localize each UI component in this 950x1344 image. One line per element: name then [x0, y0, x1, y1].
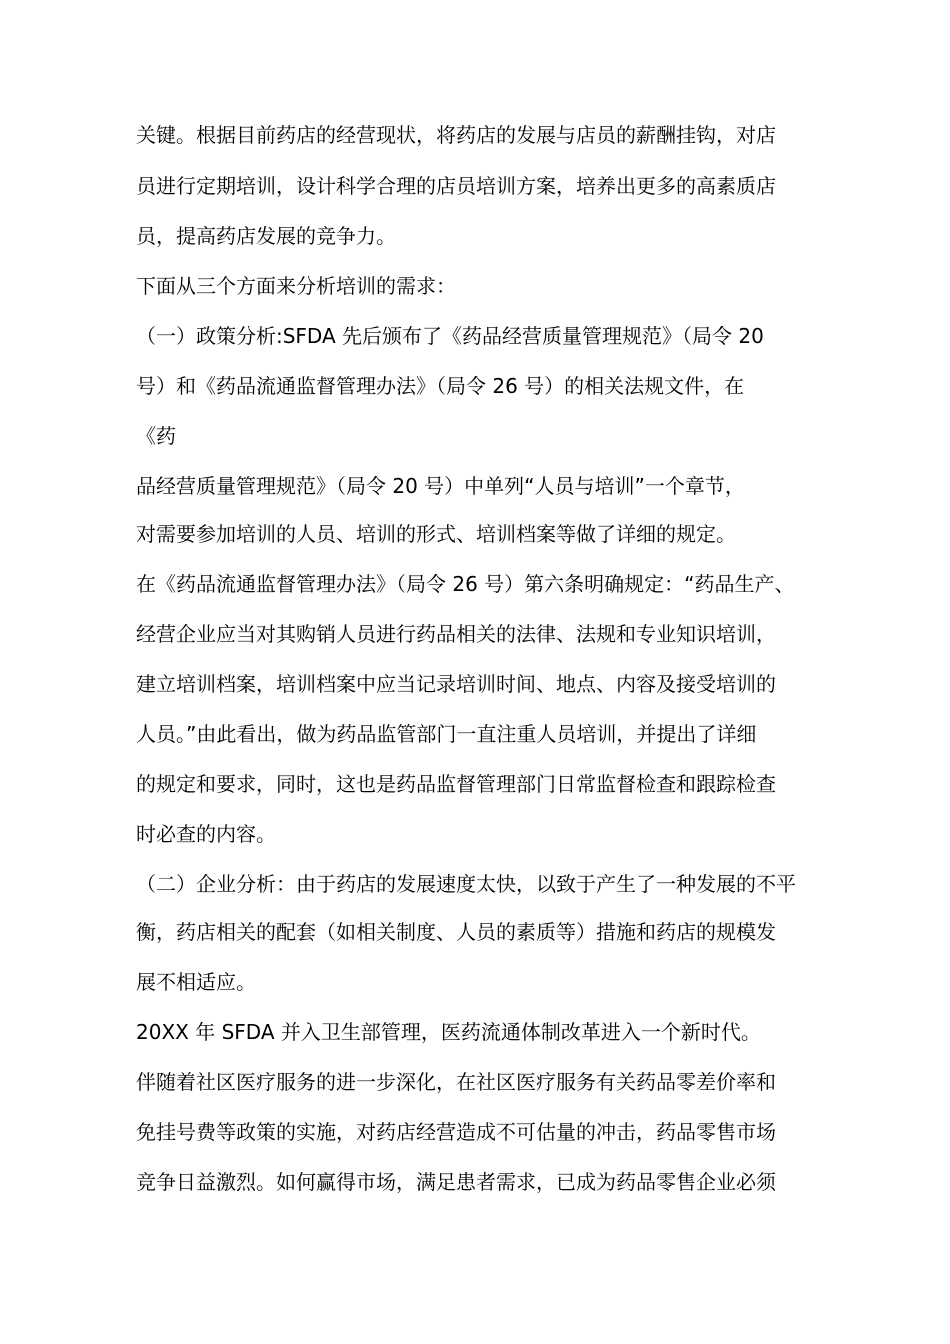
text-line: 建立培训档案，培训档案中应当记录培训时间、地点、内容及接受培训的 — [136, 672, 776, 696]
text-line: 对需要参加培训的人员、培训的形式、培训档案等做了详细的规定。 — [136, 522, 736, 546]
text-line: （二）企业分析：由于药店的发展速度太快，以致于产生了一种发展的不平 — [136, 872, 796, 896]
text-line: （一）政策分析:SFDA 先后颁布了《药品经营质量管理规范》（局令 20 — [136, 324, 764, 348]
text-line: 《药 — [136, 424, 176, 448]
text-line: 员，提高药店发展的竞争力。 — [136, 224, 396, 248]
text-line: 展不相适应。 — [136, 970, 256, 994]
text-line: 在《药品流通监督管理办法》（局令 26 号）第六条明确规定：“药品生产、 — [136, 572, 795, 596]
text-line: 关键。根据目前药店的经营现状，将药店的发展与店员的薪酬挂钩，对店 — [136, 123, 776, 147]
text-line: 经营企业应当对其购销人员进行药品相关的法律、法规和专业知识培训， — [136, 622, 776, 646]
text-line: 的规定和要求，同时，这也是药品监督管理部门日常监督检查和跟踪检查 — [136, 772, 776, 796]
text-line: 员进行定期培训，设计科学合理的店员培训方案，培养出更多的高素质店 — [136, 174, 776, 198]
text-line: 品经营质量管理规范》（局令 20 号）中单列“人员与培训”一个章节， — [136, 474, 745, 498]
text-line: 20XX 年 SFDA 并入卫生部管理，医药流通体制改革进入一个新时代。 — [136, 1020, 761, 1044]
text-line: 免挂号费等政策的实施，对药店经营造成不可估量的冲击，药品零售市场 — [136, 1120, 776, 1144]
text-line: 人员。”由此看出，做为药品监管部门一直注重人员培训，并提出了详细 — [136, 722, 757, 746]
text-line: 伴随着社区医疗服务的进一步深化，在社区医疗服务有关药品零差价率和 — [136, 1070, 776, 1094]
text-line: 竞争日益激烈。如何赢得市场，满足患者需求，已成为药品零售企业必须 — [136, 1170, 776, 1194]
text-line: 时必查的内容。 — [136, 822, 276, 846]
text-line: 衡，药店相关的配套（如相关制度、人员的素质等）措施和药店的规模发 — [136, 920, 776, 944]
text-line: 下面从三个方面来分析培训的需求： — [136, 274, 456, 298]
text-line: 号）和《药品流通监督管理办法》（局令 26 号）的相关法规文件，在 — [136, 374, 745, 398]
